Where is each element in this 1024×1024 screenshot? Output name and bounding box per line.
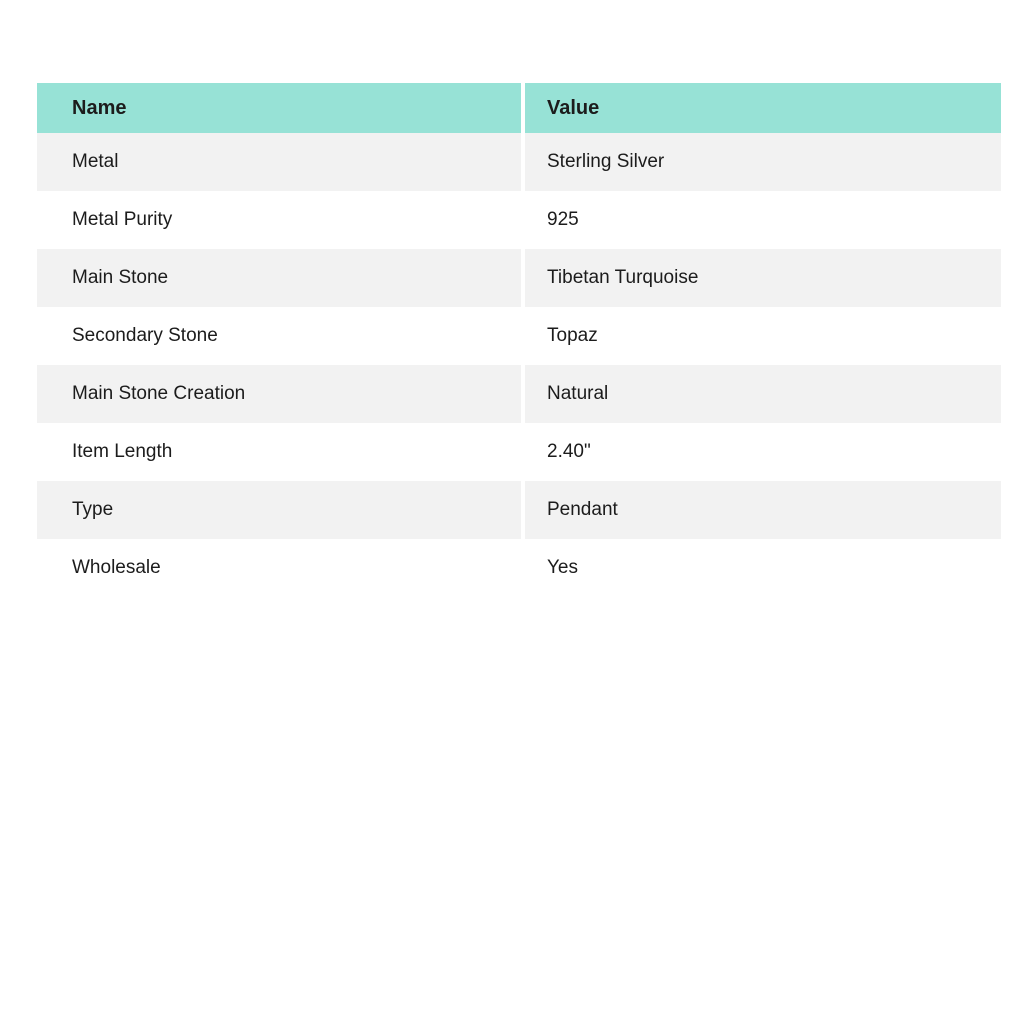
table-row [37,423,1001,481]
table-row [37,539,1001,597]
attribute-name-cell: Type [37,481,521,539]
attribute-value-cell: Tibetan Turquoise [521,249,1001,307]
table-row [37,191,1001,249]
table-row [37,249,1001,307]
product-attributes-table [37,83,1001,597]
attribute-value-cell: Topaz [521,307,1001,365]
table-header-row [37,83,1001,133]
table-body [37,133,1001,597]
attribute-value-cell: 2.40" [521,423,1001,481]
attribute-name-cell: Item Length [37,423,521,481]
attribute-name-cell: Wholesale [37,539,521,597]
table-row [37,307,1001,365]
attribute-name-cell: Metal [37,133,521,191]
column-header-name: Name [37,83,521,133]
attribute-name-cell: Secondary Stone [37,307,521,365]
table-header [37,83,1001,133]
attribute-name-cell: Main Stone Creation [37,365,521,423]
attribute-value-cell: Natural [521,365,1001,423]
table-row [37,365,1001,423]
attribute-value-cell: 925 [521,191,1001,249]
attribute-value-cell: Pendant [521,481,1001,539]
attribute-name-cell: Metal Purity [37,191,521,249]
table-row [37,481,1001,539]
attribute-value-cell: Sterling Silver [521,133,1001,191]
attribute-name-cell: Main Stone [37,249,521,307]
table-row [37,133,1001,191]
attribute-value-cell: Yes [521,539,1001,597]
column-header-value: Value [521,83,1001,133]
